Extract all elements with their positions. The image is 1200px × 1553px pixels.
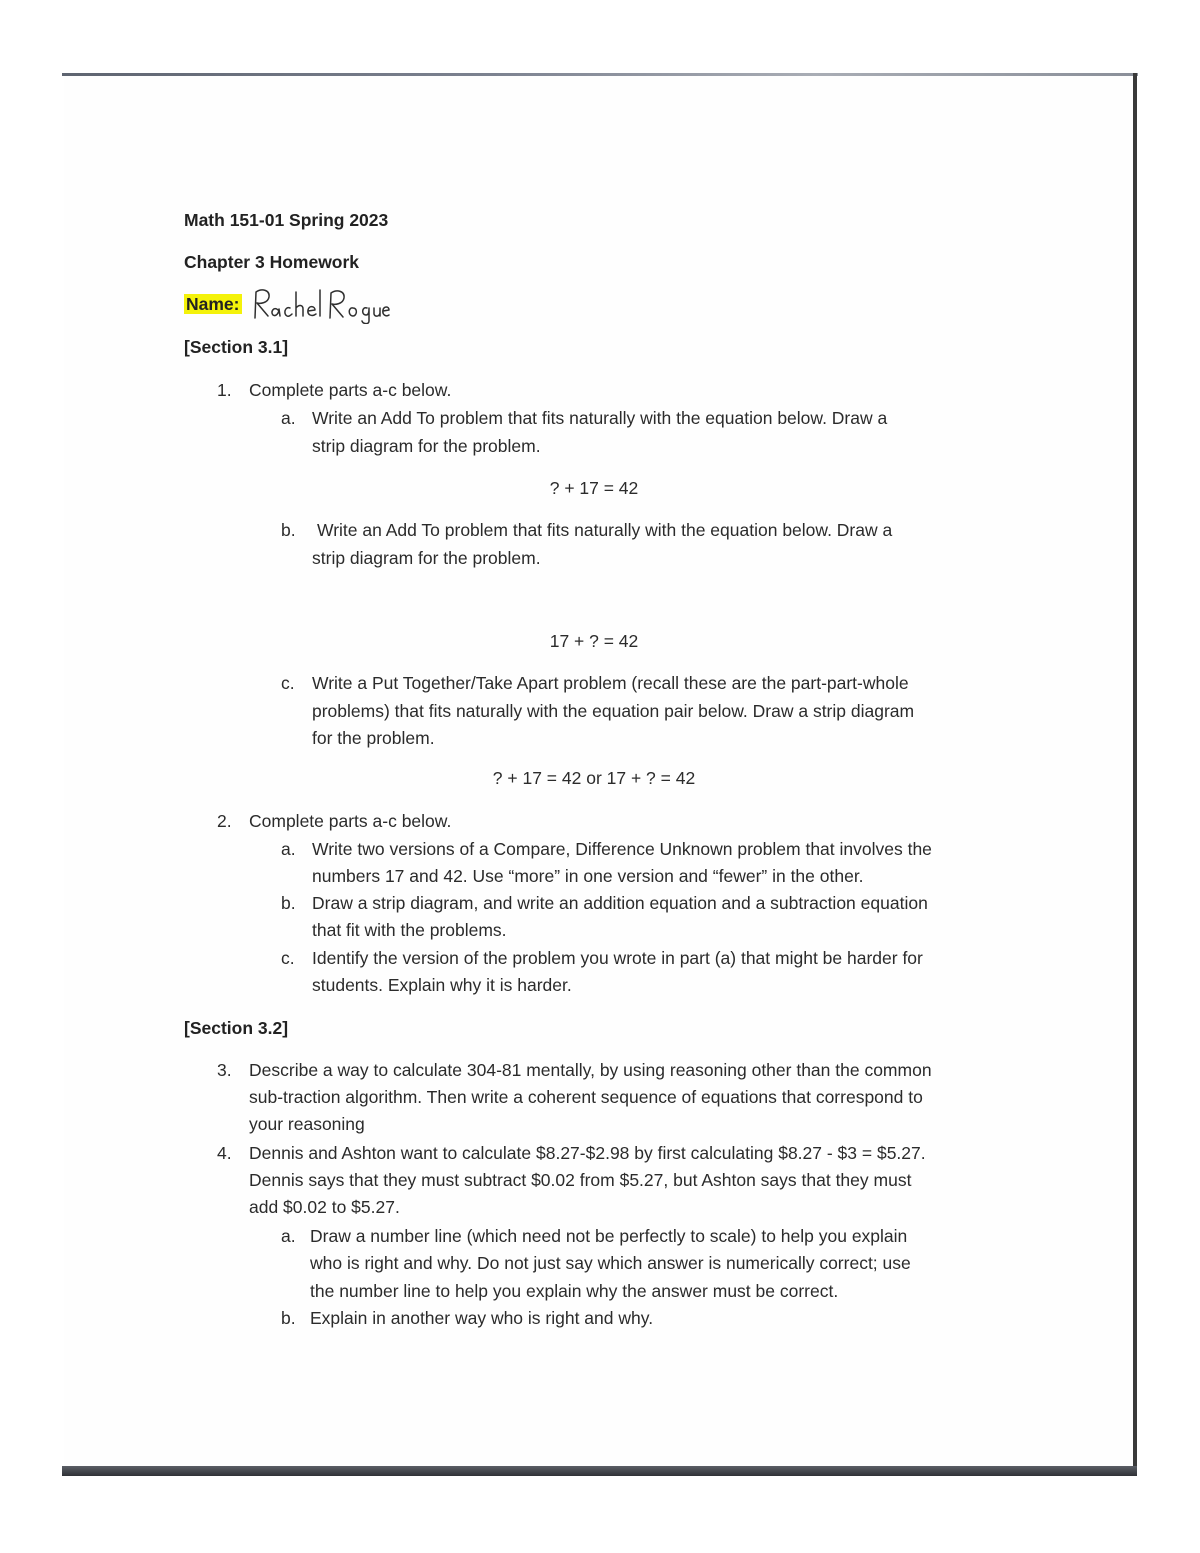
course-title: Math 151-01 Spring 2023 [184,210,389,230]
q2-part-c-letter: c. [281,948,295,968]
q1-part-b-line1: Write an Add To problem that fits naturally with the equation below. Draw a [317,520,893,540]
q1-part-c-equation: ? + 17 = 42 or 17 + ? = 42 [492,768,696,788]
q1-part-c-line3: for the problem. [312,728,435,748]
q3-line3: your reasoning [249,1114,365,1134]
q2-part-a-line1: Write two versions of a Compare, Difference Unknown problem that involves the [312,839,932,859]
q2-part-a-letter: a. [281,839,296,859]
q4-part-a-line2: who is right and why. Do not just say which answer is numerically correct; use [310,1253,911,1273]
question-number-4: 4. [217,1143,232,1163]
handwritten-student-name [250,284,390,324]
q1-part-c-line1: Write a Put Together/Take Apart problem (recall these are the part-part-whole [312,673,909,693]
q1-part-a-line2: strip diagram for the problem. [312,436,541,456]
q4-part-b-letter: b. [281,1308,296,1328]
q1-part-b-line2: strip diagram for the problem. [312,548,541,568]
q3-line1: Describe a way to calculate 304-81 mentally, by using reasoning other than the common [249,1060,932,1080]
question-text-1: Complete parts a-c below. [249,380,452,400]
q4-line2: Dennis says that they must subtract $0.02 from $5.27, but Ashton says that they must [249,1170,912,1190]
q1-part-a-line1: Write an Add To problem that fits naturally with the equation below. Draw a [312,408,888,428]
q1-part-b-equation: 17 + ? = 42 [549,631,639,651]
scan-right-edge [1133,73,1137,1475]
question-number-3: 3. [217,1060,232,1080]
section-title-3-1: [Section 3.1] [184,337,289,357]
q1-part-c-letter: c. [281,673,295,693]
q1-part-c-line2: problems) that fits naturally with the equation pair below. Draw a strip diagram [312,701,915,721]
q2-part-c-line1: Identify the version of the problem you wrote in part (a) that might be harder for [312,948,923,968]
q1-part-a-equation: ? + 17 = 42 [549,478,639,498]
q1-part-a-letter: a. [281,408,296,428]
q4-line1: Dennis and Ashton want to calculate $8.27-$2.98 by first calculating $8.27 - $3 = $5.27. [249,1143,926,1163]
q2-part-a-line2: numbers 17 and 42. Use “more” in one version and “fewer” in the other. [312,866,864,886]
q4-part-a-line3: the number line to help you explain why the answer must be correct. [310,1281,839,1301]
q4-line3: add $0.02 to $5.27. [249,1197,400,1217]
q3-line2: sub-traction algorithm. Then write a coherent sequence of equations that correspond to [249,1087,923,1107]
scan-bottom-edge [62,1466,1137,1476]
q2-part-c-line2: students. Explain why it is harder. [312,975,572,995]
question-number-1: 1. [217,380,232,400]
question-number-2: 2. [217,811,232,831]
q2-part-b-letter: b. [281,893,296,913]
assignment-title: Chapter 3 Homework [184,252,360,272]
section-title-3-2: [Section 3.2] [184,1018,289,1038]
name-label-text: Name: [186,294,240,314]
question-text-2: Complete parts a-c below. [249,811,452,831]
q2-part-b-line2: that fit with the problems. [312,920,507,940]
name-label [184,291,242,318]
q2-part-b-line1: Draw a strip diagram, and write an addition equation and a subtraction equation [312,893,928,913]
q4-part-a-line1: Draw a number line (which need not be perfectly to scale) to help you explain [310,1226,908,1246]
q4-part-b-line1: Explain in another way who is right and why. [310,1308,654,1328]
q4-part-a-letter: a. [281,1226,296,1246]
q1-part-b-letter: b. [281,520,296,540]
